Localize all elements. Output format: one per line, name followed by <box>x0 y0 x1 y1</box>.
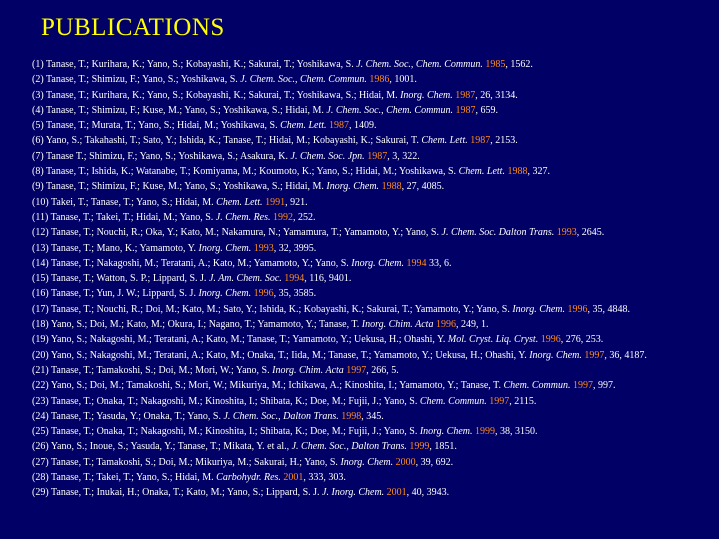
publication-authors: Tanase, T.; Tamakoshi, S.; Doi, M.; Mikuriya, M.; Sakurai, H.; Yano, S. <box>51 456 338 468</box>
publication-item <box>32 439 717 454</box>
publication-volume-pages: , 2115. <box>509 395 537 407</box>
publication-authors: Tanase, T.; Nakagoshi, M.; Teratani, A.; Kato, M.; Yamamoto, Y.; Yano, S. <box>51 257 349 269</box>
publication-year: 1987 <box>367 150 388 162</box>
publication-authors: Tanase, T.; Watton, S. P.; Lippard, S. J. <box>51 273 207 285</box>
publication-item <box>32 195 717 210</box>
publication-authors: Tanase, T.; Shimizu, F.; Yano, S.; Yoshikawa, S. <box>46 74 238 86</box>
publication-volume-pages: , 1851. <box>429 441 457 453</box>
publication-authors: Tanase, T.; Takei, T.; Hidai, M.; Yano, S. <box>50 211 214 223</box>
publication-number: (11) <box>32 211 49 223</box>
publication-year: 2001 <box>283 472 304 484</box>
publication-year: 1999 <box>409 441 430 453</box>
publication-number: (6) <box>32 135 44 147</box>
publication-year: 1997 <box>572 380 593 392</box>
publication-item <box>32 133 717 148</box>
publication-journal: Inorg. Chem. <box>512 303 566 315</box>
publication-volume-pages: , 327. <box>527 166 550 178</box>
publication-number: (12) <box>32 227 49 239</box>
publication-item <box>32 179 717 194</box>
publication-item <box>32 57 717 72</box>
publication-item <box>32 72 717 87</box>
publication-volume-pages: , 35, 3585. <box>273 288 317 300</box>
publication-journal: Inorg. Chem. <box>340 456 394 468</box>
publication-volume-pages: , 333, 303. <box>303 472 346 484</box>
publication-year: 1985 <box>485 59 506 70</box>
publication-year: 1999 <box>475 426 496 438</box>
publication-year: 1992 <box>273 211 294 223</box>
publication-number: (28) <box>32 472 49 484</box>
publication-authors: Tanase, T.; Nouchi, R.; Oka, Y.; Kato, M.; Nakamura, N.; Yamamura, T.; Yamamoto, Y.; Yano, S. <box>51 227 439 239</box>
publication-authors: Tanase, T.; Ishida, K.; Watanabe, T.; Komiyama, M.; Koumoto, K.; Yano, S.; Hidai, M.; Yoshikawa, S. <box>46 166 457 178</box>
publication-authors: Tanase, T.; Mano, K.; Yamamoto, Y. <box>51 242 197 254</box>
publication-item <box>32 485 717 500</box>
publication-year: 1987 <box>470 135 491 147</box>
publication-item <box>32 470 717 485</box>
publication-authors: Yano, S.; Inoue, S.; Yasuda, Y.; Tanase, T.; Mikata, Y. et al., <box>50 441 290 453</box>
publication-volume-pages: , 659. <box>475 104 499 116</box>
publication-year: 1997 <box>584 349 605 361</box>
publication-number: (2) <box>32 74 44 86</box>
publication-year: 1998 <box>341 410 362 422</box>
publication-number: (4) <box>32 104 44 116</box>
publication-item <box>32 210 717 225</box>
publication-journal: Chem. Commun. <box>419 395 487 407</box>
publication-volume-pages: 33, 6. <box>426 257 452 269</box>
publication-number: (8) <box>32 166 44 178</box>
publication-authors: Tanase, T.; Kurihara, K.; Yano, S.; Kobayashi, K.; Sakurai, T.; Yoshikawa, S. <box>46 59 354 70</box>
publication-item <box>32 317 717 332</box>
publication-number: (25) <box>32 426 49 438</box>
publication-authors: Tanase, T.; Nouchi, R.; Doi, M.; Kato, M.; Sato, Y.; Ishida, K.; Kobayashi, K.; Sakurai, T.; Yamamoto, Y.; Yano, S. <box>51 303 510 315</box>
publication-authors: Tanase, T.; Takei, T.; Yano, S.; Hidai, M. <box>51 472 214 484</box>
publication-number: (1) <box>32 59 44 70</box>
publication-journal: Carbohydr. Res. <box>216 472 281 484</box>
publication-item <box>32 455 717 470</box>
publication-number: (17) <box>32 303 49 315</box>
publication-item <box>32 424 717 439</box>
publication-year: 2000 <box>395 456 416 468</box>
publication-journal: J. Chem. Res. <box>215 211 271 223</box>
publication-item <box>32 394 717 409</box>
publication-journal: Inorg. Chem. <box>198 288 252 300</box>
publication-item <box>32 118 717 133</box>
publication-year: 1987 <box>455 104 476 116</box>
publication-year: 1993 <box>253 242 274 254</box>
publication-journal: Chem. Commun. <box>503 380 571 392</box>
publication-number: (23) <box>32 395 49 407</box>
publication-year: 1988 <box>381 181 402 193</box>
publication-volume-pages: , 345. <box>361 410 384 422</box>
publication-item <box>32 241 717 256</box>
publication-year: 1988 <box>507 166 528 178</box>
publication-item <box>32 363 717 378</box>
publication-volume-pages: , 921. <box>285 196 308 208</box>
publication-number: (18) <box>32 319 49 331</box>
publication-authors: Tanase, T.; Onaka, T.; Nakagoshi, M.; Kinoshita, I.; Shibata, K.; Doe, M.; Fujii, J.; Yano, S. <box>51 395 418 407</box>
publication-volume-pages: , 36, 4187. <box>604 349 647 361</box>
publication-authors: Tanase, T.; Shimizu, F.; Kuse, M.; Yano, S.; Yoshikawa, S.; Hidai, M. <box>46 181 324 193</box>
publication-journal: Inorg. Chem. <box>529 349 582 361</box>
publication-item <box>32 302 717 317</box>
publication-volume-pages: , 252. <box>293 211 316 223</box>
publication-journal: J. Chem. Soc., Chem. Commun. <box>240 74 367 86</box>
publication-year: 1987 <box>455 89 476 101</box>
publication-number: (9) <box>32 181 44 193</box>
publication-journal: Inorg. Chem. <box>419 426 473 438</box>
publication-journal: Chem. Lett. <box>216 196 263 208</box>
publication-authors: Takei, T.; Tanase, T.; Yano, S.; Hidai, M. <box>51 196 214 208</box>
publication-journal: J. Am. Chem. Soc. <box>208 273 282 285</box>
publication-item <box>32 378 717 393</box>
publication-item <box>32 149 717 164</box>
publication-journal: Inorg. Chim. Acta <box>272 364 344 376</box>
publication-volume-pages: , 38, 3150. <box>495 426 538 438</box>
publication-volume-pages: , 26, 3134. <box>475 89 518 101</box>
publication-number: (3) <box>32 89 44 101</box>
publication-journal: Inorg. Chem. <box>400 89 453 101</box>
page-title: PUBLICATIONS <box>41 14 225 41</box>
publication-year: 1994 <box>284 273 305 285</box>
publication-number: (27) <box>32 456 49 468</box>
publication-volume-pages: , 1409. <box>349 120 377 132</box>
publication-item <box>32 88 717 103</box>
publication-volume-pages: , 1001. <box>389 74 417 86</box>
publication-authors: Yano, S.; Nakagoshi, M.; Teratani, A.; Kato, M.; Tanase, T.; Yamamoto, Y.; Uekusa, H.; Ohashi, Y. <box>50 334 446 346</box>
publication-authors: Yano, S.; Doi, M.; Tamakoshi, S.; Mori, W.; Mikuriya, M.; Ichikawa, A.; Kinoshita, I.; Yamamoto, Y.; Tanase, T. <box>50 380 501 392</box>
publication-authors: Tanase, T.; Yasuda, Y.; Onaka, T.; Yano, S. <box>51 410 221 422</box>
publication-item <box>32 332 717 347</box>
publication-list <box>32 57 717 501</box>
publication-item <box>32 286 717 301</box>
publication-item <box>32 225 717 240</box>
publication-number: (21) <box>32 364 49 376</box>
publication-journal: Chem. Lett. <box>421 135 468 147</box>
publication-item <box>32 164 717 179</box>
publication-volume-pages: , 39, 692. <box>415 456 454 468</box>
publication-journal: Inorg. Chim. Acta <box>361 319 434 331</box>
publication-year: 1996 <box>567 303 588 315</box>
publication-journal: J. Chem. Soc. Jpn. <box>290 150 365 162</box>
publication-number: (22) <box>32 380 49 392</box>
publication-journal: Inorg. Chem. <box>326 181 380 193</box>
publication-volume-pages: , 249, 1. <box>455 319 489 331</box>
publication-authors: Tanase, T.; Murata, T.; Yano, S.; Hidai, M.; Yoshikawa, S. <box>46 120 278 132</box>
publication-authors: Tanase, T.; Onaka, T.; Nakagoshi, M.; Kinoshita, I.; Shibata, K.; Doe, M.; Fujii, J.; Yano, S. <box>51 426 418 438</box>
publication-authors: Tanase, T.; Shimizu, F.; Kuse, M.; Yano, S.; Yoshikawa, S.; Hidai, M. <box>46 104 324 116</box>
publication-journal: Inorg. Chem. <box>198 242 252 254</box>
publication-authors: Tanase, T.; Yun, J. W.; Lippard, S. J. <box>51 288 196 300</box>
publication-volume-pages: , 27, 4085. <box>401 181 445 193</box>
publication-year: 1997 <box>346 364 367 376</box>
publication-journal: J. Chem. Soc., Dalton Trans. <box>223 410 339 422</box>
publication-year: 1996 <box>253 288 274 300</box>
publication-year: 1996 <box>435 319 456 331</box>
publication-number: (29) <box>32 487 49 499</box>
publication-authors: Yano, S.; Nakagoshi, M.; Teratani, A.; Kato, M.; Onaka, T.; Iida, M.; Tanase, T.; Yamamoto, Y.; Uekusa, H.; Ohashi, Y. <box>50 349 527 361</box>
publication-volume-pages: , 40, 3943. <box>406 487 450 499</box>
publication-journal: Chem. Lett. <box>280 120 327 132</box>
publication-authors: Tanase T.; Shimizu, F.; Yano, S.; Yoshikawa, S.; Asakura, K. <box>46 150 289 162</box>
publication-authors: Yano, S.; Doi, M.; Kato, M.; Okura, I.; Nagano, T.; Yamamoto, Y.; Tanase, T. <box>50 319 360 331</box>
publication-number: (7) <box>32 150 44 162</box>
publication-number: (5) <box>32 120 44 132</box>
publication-authors: Yano, S.; Takahashi, T.; Sato, Y.; Ishida, K.; Tanase, T.; Hidai, M.; Kobayashi, K.; Sakurai, T. <box>45 135 419 147</box>
publication-volume-pages: , 266, 5. <box>366 364 399 376</box>
publication-year: 1997 <box>489 395 510 407</box>
publication-journal: J. Chem. Soc. Dalton Trans. <box>441 227 555 239</box>
publication-number: (20) <box>32 349 49 361</box>
publication-authors: Tanase, T.; Tamakoshi, S.; Doi, M.; Mori, W.; Yano, S. <box>51 364 270 376</box>
publication-item <box>32 348 717 363</box>
publication-number: (19) <box>32 334 49 346</box>
publication-item <box>32 256 717 271</box>
publication-journal: J. Chem. Soc., Chem. Commun. <box>326 104 454 116</box>
publication-number: (16) <box>32 288 49 300</box>
publication-journal: J. Chem. Soc., Chem. Commun. <box>356 59 483 70</box>
publication-journal: J. Chem. Soc., Dalton Trans. <box>291 441 407 453</box>
publication-volume-pages: , 276, 253. <box>560 334 604 346</box>
publication-year: 1991 <box>265 196 286 208</box>
publication-volume-pages: , 3, 322. <box>387 150 420 162</box>
publication-number: (24) <box>32 410 49 422</box>
publication-journal: J. Inorg. Chem. <box>322 487 385 499</box>
publication-item <box>32 409 717 424</box>
publication-authors: Tanase, T.; Inukai, H.; Onaka, T.; Kato, M.; Yano, S.; Lippard, S. J. <box>51 487 320 499</box>
publication-volume-pages: , 1562. <box>505 59 533 70</box>
publication-item <box>32 103 717 118</box>
publication-volume-pages: , 997. <box>592 380 616 392</box>
publication-journal: Chem. Lett. <box>458 166 505 178</box>
publication-authors: Tanase, T.; Kurihara, K.; Yano, S.; Kobayashi, K.; Sakurai, T.; Yoshikawa, S.; Hidai, M. <box>46 89 398 101</box>
publication-year: 1996 <box>540 334 561 346</box>
publication-volume-pages: , 2645. <box>576 227 605 239</box>
publication-journal: Inorg. Chem. <box>351 257 404 269</box>
publication-year: 1987 <box>329 120 350 132</box>
publication-year: 1994 <box>406 257 427 269</box>
publication-year: 2001 <box>386 487 407 499</box>
publication-number: (13) <box>32 242 49 254</box>
publication-year: 1993 <box>556 227 577 239</box>
publication-journal: Mol. Cryst. Liq. Cryst. <box>447 334 539 346</box>
publication-number: (15) <box>32 273 49 285</box>
publication-year: 1986 <box>369 74 390 86</box>
publication-number: (10) <box>32 196 49 208</box>
publication-number: (14) <box>32 257 49 269</box>
publication-volume-pages: , 2153. <box>490 135 518 147</box>
publication-volume-pages: , 116, 9401. <box>304 273 352 285</box>
publication-item <box>32 271 717 286</box>
publication-number: (26) <box>32 441 49 453</box>
publication-volume-pages: , 35, 4848. <box>587 303 631 315</box>
publication-volume-pages: , 32, 3995. <box>273 242 317 254</box>
